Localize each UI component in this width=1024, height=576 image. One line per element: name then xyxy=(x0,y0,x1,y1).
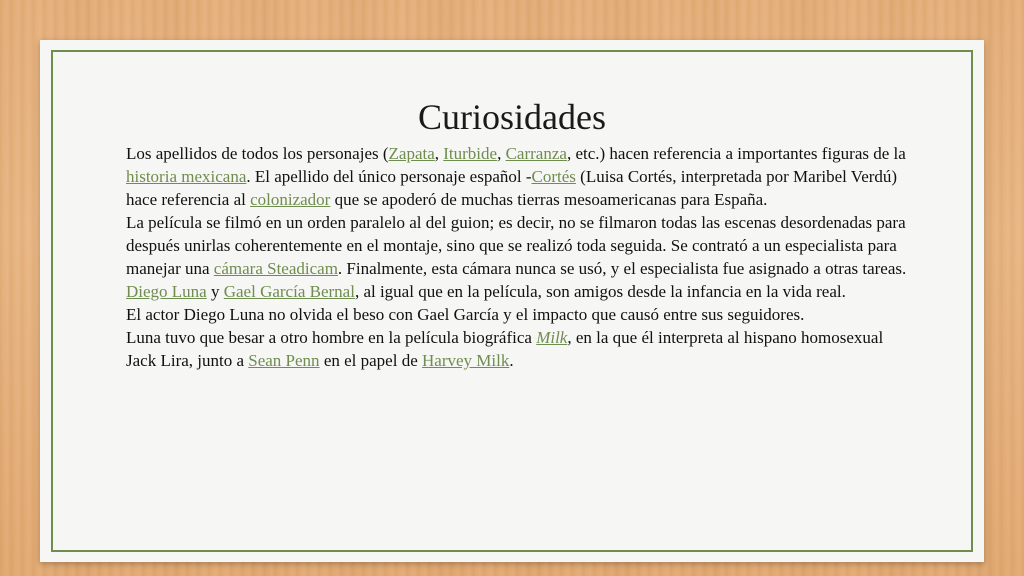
text: en el papel de xyxy=(319,351,422,370)
paragraph-beso xyxy=(126,303,916,326)
link-gael-garcia-bernal[interactable]: Gael García Bernal xyxy=(223,282,355,301)
link-carranza[interactable]: Carranza xyxy=(505,144,567,163)
text: La película se filmó en un orden paralelo al del guion; es decir, no se filmaron todas las escenas desordenadas para después unirlas coherentemente en el montaje, sino que se realizó toda seguida. Se contrató a un especialista para manejar una xyxy=(126,213,906,278)
link-sean-penn[interactable]: Sean Penn xyxy=(248,351,320,370)
text: . Finalmente, esta cámara nunca se usó, y el especialista fue asignado a otras tareas. xyxy=(337,259,907,278)
paragraph-amigos xyxy=(126,280,916,303)
text: (Luisa Cortés, interpretada por Maribel Verdú) hace referencia al xyxy=(126,167,898,209)
link-camara-steadicam[interactable]: cámara Steadicam xyxy=(213,259,338,278)
link-cortes[interactable]: Cortés xyxy=(531,167,576,186)
link-milk[interactable]: Milk xyxy=(536,328,568,347)
slide-content xyxy=(126,142,916,372)
text: . xyxy=(509,351,514,370)
paragraph-filmacion xyxy=(126,211,916,280)
link-historia-mexicana[interactable]: historia mexicana xyxy=(126,167,247,186)
text: y xyxy=(206,282,224,301)
text: El actor Diego Luna no olvida el beso con Gael García y el impacto que causó entre sus seguidores. xyxy=(126,305,805,324)
link-iturbide[interactable]: Iturbide xyxy=(443,144,498,163)
text: , en la que él interpreta al hispano homosexual Jack Lira, junto a xyxy=(126,328,884,370)
paragraph-milk xyxy=(126,326,916,372)
text: , xyxy=(497,144,506,163)
link-zapata[interactable]: Zapata xyxy=(388,144,435,163)
link-diego-luna[interactable]: Diego Luna xyxy=(126,282,207,301)
text: , al igual que en la película, son amigos desde la infancia en la vida real. xyxy=(354,282,846,301)
text: . El apellido del único personaje español - xyxy=(246,167,532,186)
paragraph-apellidos xyxy=(126,142,916,211)
text: Los apellidos de todos los personajes ( xyxy=(126,144,389,163)
text: , etc.) hacen referencia a importantes figuras de la xyxy=(566,144,906,163)
text: Luna tuvo que besar a otro hombre en la película biográfica xyxy=(126,328,537,347)
text: , xyxy=(434,144,444,163)
link-harvey-milk[interactable]: Harvey Milk xyxy=(422,351,510,370)
link-colonizador[interactable]: colonizador xyxy=(250,190,331,209)
text: que se apoderó de muchas tierras mesoamericanas para España. xyxy=(330,190,768,209)
slide-title: Curiosidades xyxy=(418,97,606,137)
